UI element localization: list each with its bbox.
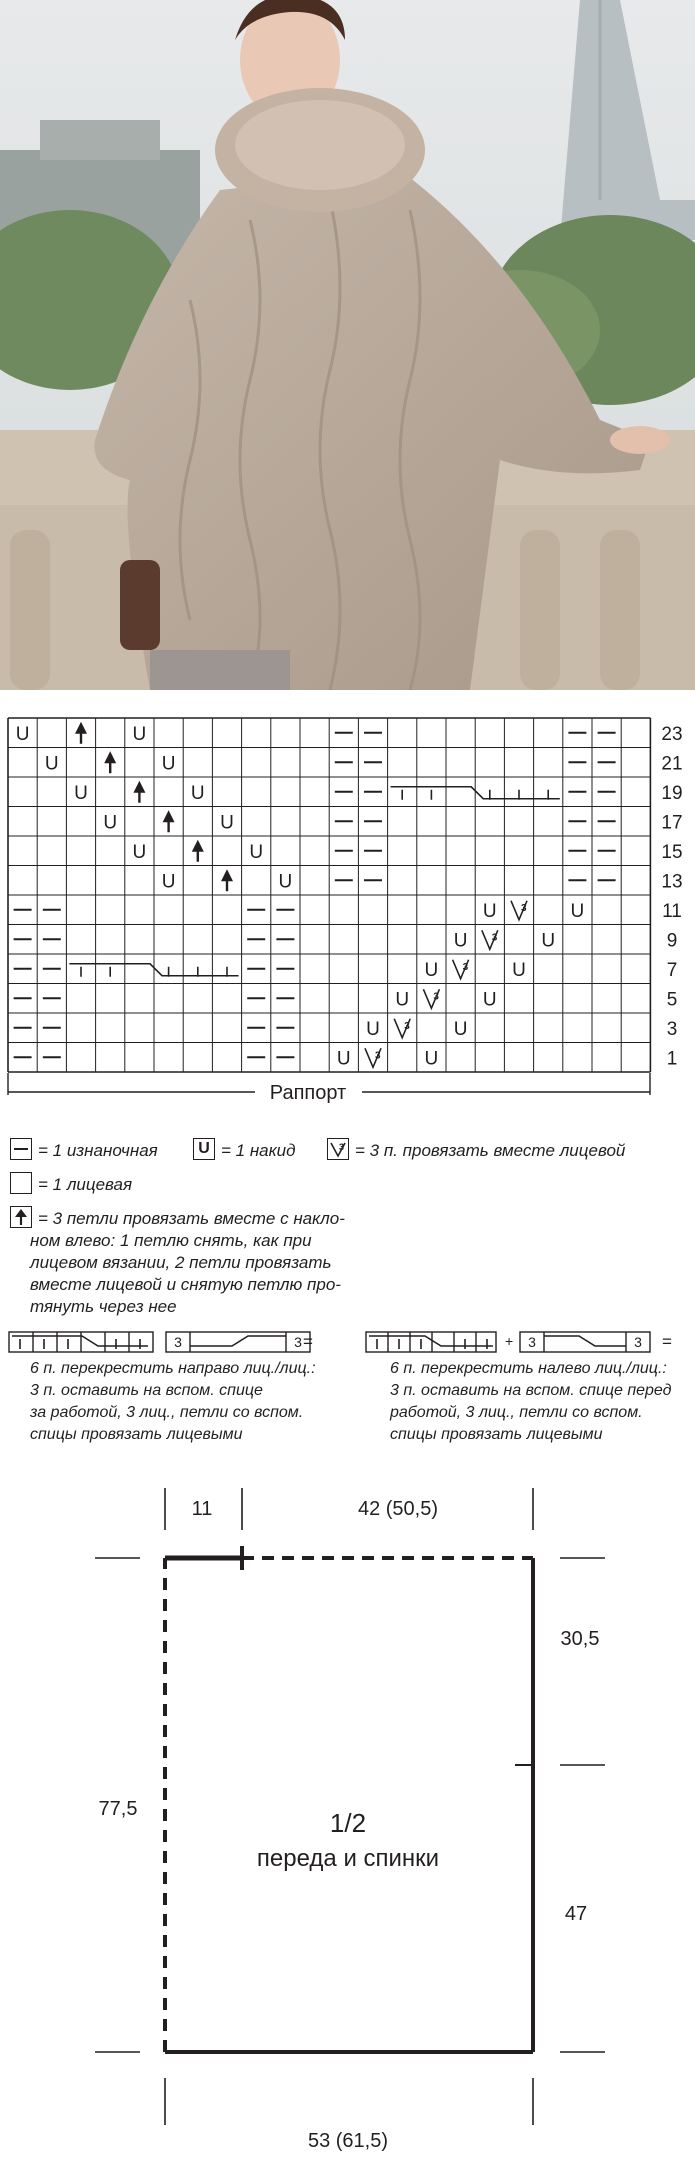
chart-legend (0, 1120, 695, 1460)
model-photo (0, 0, 695, 690)
dim-top-right: 42 (50,5) (357, 1498, 439, 1520)
yo-mark: U (482, 900, 497, 922)
row-number: 15 (661, 841, 683, 863)
knit-swatch (10, 1172, 32, 1194)
svg-text:3: 3 (462, 961, 469, 973)
yo-mark: U (15, 723, 30, 745)
cable-left-line-4: спицы провязать лицевыми (390, 1426, 603, 1443)
handbag (120, 560, 160, 650)
yo-mark: U (424, 959, 439, 981)
yo-mark: U (132, 723, 147, 745)
yo-mark: U (541, 930, 556, 952)
svg-text:3: 3 (375, 1050, 381, 1062)
knit-label: = 1 лицевая (38, 1175, 133, 1194)
row-number: 17 (661, 812, 683, 834)
knitting-chart (0, 700, 695, 1120)
yo-mark: U (103, 812, 118, 834)
row-number: 11 (662, 900, 682, 922)
cable-left-symbol (365, 1330, 675, 1356)
svg-text:3: 3 (339, 1142, 345, 1152)
svg-text:3: 3 (174, 1334, 182, 1350)
chart-grid (0, 700, 695, 1120)
sk2p-swatch (10, 1206, 32, 1228)
yo-mark: U (161, 871, 176, 893)
cable-right-symbol (8, 1330, 318, 1356)
svg-text:3: 3 (528, 1334, 536, 1350)
row-number: 7 (666, 959, 678, 981)
dim-bottom: 53 (61,5) (307, 2130, 389, 2152)
garment-schematic (0, 1460, 695, 2172)
row-number: 19 (661, 782, 683, 804)
svg-text:3: 3 (404, 1020, 410, 1032)
row-number: 3 (666, 1018, 678, 1040)
sk2p-mark (75, 722, 87, 744)
schema-title-2: переда и спинки (256, 1845, 440, 1872)
yo-mark: U (424, 1048, 439, 1070)
sk2p-line-3: лицевом вязании, 2 петли провязать (30, 1253, 332, 1272)
cable-right-line-3: за работой, 3 лиц., петли со вспом. (30, 1404, 304, 1421)
svg-text:3: 3 (433, 991, 439, 1003)
arrow-up-icon (11, 1207, 31, 1227)
dim-right-bottom: 47 (564, 1903, 588, 1925)
yo-mark: U (453, 930, 468, 952)
dim-top-left: 11 (191, 1498, 213, 1520)
row-number: 21 (661, 753, 683, 775)
cable-left-equals: = (662, 1332, 672, 1351)
dim-right-top: 30,5 (560, 1628, 600, 1650)
svg-text:+: + (505, 1333, 514, 1349)
row-number: 5 (666, 989, 678, 1011)
purl-label: = 1 изнаночная (38, 1141, 158, 1160)
cable-left-line-1: 6 п. перекрестить налево лиц./лиц.: (390, 1360, 667, 1377)
k3tog-icon (328, 1139, 348, 1159)
k3tog-mark (453, 960, 469, 979)
k3tog-mark (482, 930, 498, 949)
yo-mark: U (482, 989, 497, 1011)
sk2p-line-4: вместе лицевой и снятую петлю про- (30, 1275, 341, 1294)
photo-illustration (0, 0, 695, 690)
yo-mark: U (190, 782, 205, 804)
sk2p-line-1: = 3 петли провязать вместе с накло- (38, 1209, 345, 1228)
yo-mark: U (249, 841, 264, 863)
svg-text:3: 3 (634, 1334, 642, 1350)
schema-title-1: 1/2 (329, 1808, 367, 1838)
k3tog-swatch (327, 1138, 349, 1160)
k3tog-mark (394, 1019, 410, 1038)
yo-mark: U (161, 753, 176, 775)
purl-symbol (14, 1148, 28, 1150)
row-number: 13 (661, 871, 683, 893)
sk2p-line-2: ном влево: 1 петлю снять, как при (30, 1231, 312, 1250)
cable-left-line-3: работой, 3 лиц., петли со вспом. (390, 1404, 643, 1421)
yo-label: = 1 накид (221, 1141, 296, 1160)
yo-mark: U (44, 753, 59, 775)
cable-right-line-4: спицы провязать лицевыми (30, 1426, 243, 1443)
svg-text:3: 3 (294, 1334, 302, 1350)
yo-mark: U (512, 959, 526, 981)
dim-left: 77,5 (98, 1798, 138, 1820)
row-number: 1 (666, 1048, 678, 1070)
yo-mark: U (336, 1048, 351, 1070)
yo-mark: U (453, 1018, 468, 1040)
sk2p-line-5: тянуть через нее (30, 1297, 177, 1316)
sk2p-mark (104, 751, 116, 773)
rapport-label: Раппорт (269, 1082, 347, 1104)
cable-right-equals: = (303, 1332, 313, 1351)
svg-text:3: 3 (491, 932, 498, 944)
yo-mark: U (132, 841, 147, 863)
yo-mark: U (570, 900, 585, 922)
yo-swatch: U (193, 1138, 215, 1160)
schematic-drawing (0, 1460, 695, 2172)
row-number: 9 (666, 930, 678, 952)
sk2p-mark (192, 840, 204, 862)
k3tog-label: = 3 п. провязать вместе лицевой (355, 1141, 626, 1160)
sk2p-mark (221, 869, 233, 891)
yo-mark: U (395, 989, 410, 1011)
cable-left-line-2: 3 п. оставить на вспом. спице перед (390, 1382, 672, 1399)
yo-mark: U (278, 871, 293, 893)
k3tog-mark (365, 1048, 381, 1067)
svg-text:3: 3 (521, 902, 527, 914)
k3tog-mark (511, 901, 527, 920)
sk2p-mark (163, 810, 175, 832)
yo-mark: U (220, 812, 234, 834)
sk2p-mark (133, 781, 145, 803)
cable-right-line-1: 6 п. перекрестить направо лиц./лиц.: (30, 1360, 316, 1377)
yo-mark: U (366, 1018, 380, 1040)
row-number: 23 (661, 723, 683, 745)
cable-right-line-2: 3 п. оставить на вспом. спице (30, 1382, 263, 1399)
k3tog-mark (423, 989, 439, 1008)
purl-swatch (10, 1138, 32, 1160)
yo-mark: U (74, 782, 88, 804)
